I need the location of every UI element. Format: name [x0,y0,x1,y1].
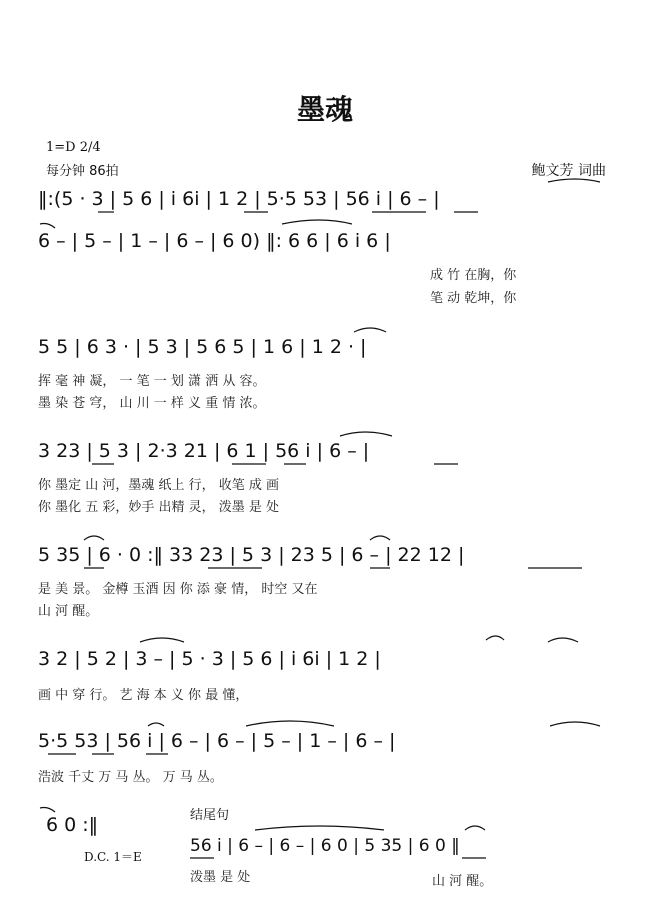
author-credit: 鲍文芳 词曲 [531,163,606,179]
slur-mark [550,722,600,726]
lyric-line: 墨 染 苍 穹， 山 川 一 样 义 重 情 浓。 [38,396,266,411]
lyric-line: 笔 动 乾坤，你 [430,291,517,306]
song-title: 墨魂 [296,93,353,126]
slur-mark [140,638,184,642]
slur-mark [486,636,504,640]
slur-mark [255,826,384,830]
lyric-line: 山 河 醒。 [38,604,99,619]
staff-line-1: ‖:(5 · 3 | 5 6 | i 6i | 1 2 | 5·5 53 | 56 i | 6 – | [38,188,440,210]
tempo-marking: 每分钟 86拍 [46,164,119,179]
staff-line-4: 3 23 | 5 3 | 2·3 21 | 6 1 | 56 i | 6 – | [38,440,370,462]
slur-mark [246,721,334,726]
lyric-line: 山 河 醒。 [432,874,493,889]
slur-mark [465,826,485,830]
staff-line-8: 6 0 :‖ [46,814,99,836]
staff-line-2: 6 – | 5 – | 1 – | 6 – | 6 0) ‖: 6 6 | 6 i 6 | [38,230,391,252]
key-signature: 1=D 2/4 [46,140,101,155]
staff-line-6: 3 2 | 5 2 | 3 – | 5 · 3 | 5 6 | i 6i | 1 2 | [38,648,381,670]
slur-mark [40,808,55,813]
staff-line-7: 5·5 53 | 56 i | 6 – | 6 – | 5 – | 1 – | 6 – | [38,730,396,752]
lyric-line: 泼墨 是 处 [190,870,251,885]
slur-mark [40,224,55,229]
ending-staff: 56 i | 6 – | 6 – | 6 0 | 5 35 | 6 0 ‖ [190,836,460,856]
lyric-line: 你 墨定 山 河，墨魂 纸上 行， 收笔 成 画 [38,478,280,493]
lyric-line: 浩波 千丈 万 马 丛。 万 马 丛。 [38,770,223,785]
slur-mark [148,723,164,726]
slur-mark [354,328,386,332]
slur-mark [340,432,392,436]
slur-mark [282,220,352,224]
ending-label: 结尾句 [190,808,230,823]
lyric-line: 画 中 穿 行。 艺 海 本 义 你 最 懂， [38,688,249,703]
lyric-line: 是 美 景。 金樽 玉酒 因 你 添 豪 情， 时空 又在 [38,582,318,597]
staff-line-5: 5 35 | 6 · 0 :‖ 33 23 | 5 3 | 23 5 | 6 – | 22 12 | [38,544,465,566]
lyric-line: 成 竹 在胸，你 [430,268,517,283]
dc-instruction: D.C. 1＝E [84,850,142,864]
lyric-line: 挥 毫 神 凝， 一 笔 一 划 潇 洒 从 容。 [38,374,266,389]
lyric-line: 你 墨化 五 彩，妙手 出精 灵， 泼墨 是 处 [38,500,280,515]
staff-line-3: 5 5 | 6 3 · | 5 3 | 5 6 5 | 1 6 | 1 2 · | [38,336,367,358]
slur-mark [548,638,578,642]
slur-mark [84,536,104,540]
slur-mark [370,536,390,540]
